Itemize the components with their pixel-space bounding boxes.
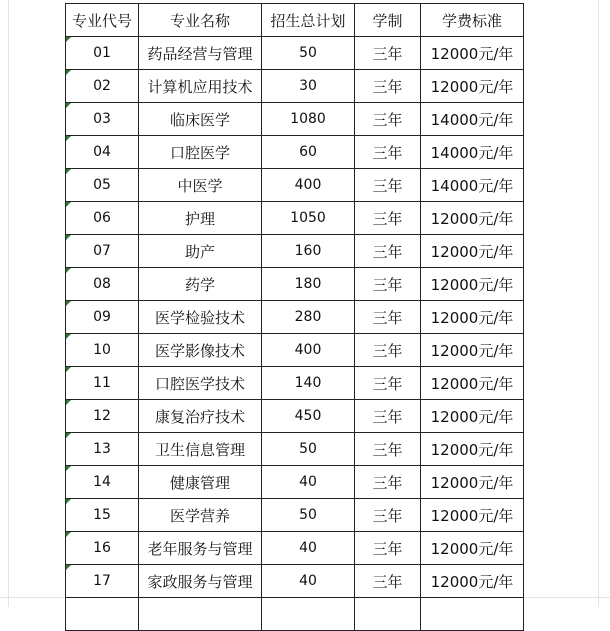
cell-code-text: 15 bbox=[93, 507, 111, 523]
text-number-flag-icon bbox=[66, 235, 71, 240]
cell-tuition[interactable] bbox=[421, 37, 524, 70]
cell-plan[interactable] bbox=[262, 169, 355, 202]
empty-cell[interactable] bbox=[262, 598, 355, 631]
header-tuition[interactable]: 学费标准 bbox=[421, 4, 524, 37]
cell-duration-text: 三年 bbox=[372, 506, 403, 525]
text-number-flag-icon bbox=[66, 136, 71, 141]
table-row bbox=[66, 532, 524, 565]
cell-name[interactable] bbox=[139, 169, 262, 202]
cell-code-text: 12 bbox=[93, 408, 111, 424]
table-row bbox=[66, 235, 524, 268]
text-number-flag-icon bbox=[66, 532, 71, 537]
cell-code[interactable] bbox=[66, 400, 139, 433]
cell-tuition-text: 12000元/年 bbox=[430, 506, 514, 525]
cell-name-text: 老年服务与管理 bbox=[147, 539, 253, 558]
cell-plan[interactable] bbox=[262, 466, 355, 499]
cell-name-text: 医学营养 bbox=[169, 506, 230, 525]
text-number-flag-icon bbox=[66, 433, 71, 438]
cell-plan-text: 40 bbox=[299, 474, 317, 490]
cell-code[interactable] bbox=[66, 367, 139, 400]
cell-tuition-text: 12000元/年 bbox=[430, 77, 514, 96]
cell-duration[interactable] bbox=[355, 70, 421, 103]
cell-name[interactable] bbox=[139, 334, 262, 367]
cell-plan[interactable] bbox=[262, 235, 355, 268]
cell-name[interactable] bbox=[139, 235, 262, 268]
cell-tuition-text: 12000元/年 bbox=[430, 275, 514, 294]
cell-plan[interactable] bbox=[262, 301, 355, 334]
cell-plan-text: 1050 bbox=[290, 210, 326, 226]
cell-tuition[interactable] bbox=[421, 334, 524, 367]
cell-code[interactable] bbox=[66, 466, 139, 499]
cell-code[interactable] bbox=[66, 136, 139, 169]
cell-tuition-text: 12000元/年 bbox=[430, 572, 514, 591]
majors-table bbox=[65, 3, 524, 631]
cell-duration-text: 三年 bbox=[372, 374, 403, 393]
cell-plan[interactable] bbox=[262, 400, 355, 433]
cell-tuition[interactable] bbox=[421, 433, 524, 466]
table-row bbox=[66, 37, 524, 70]
header-plan[interactable]: 招生总计划 bbox=[262, 4, 355, 37]
cell-code-text: 13 bbox=[93, 441, 111, 457]
cell-plan-text: 50 bbox=[299, 507, 317, 523]
cell-name[interactable] bbox=[139, 301, 262, 334]
cell-code-text: 06 bbox=[93, 210, 111, 226]
cell-code[interactable] bbox=[66, 70, 139, 103]
cell-plan[interactable] bbox=[262, 70, 355, 103]
cell-tuition-text: 12000元/年 bbox=[430, 374, 514, 393]
cell-name[interactable] bbox=[139, 202, 262, 235]
cell-plan[interactable] bbox=[262, 37, 355, 70]
table-row bbox=[66, 136, 524, 169]
text-number-flag-icon bbox=[66, 37, 71, 42]
cell-duration-text: 三年 bbox=[372, 473, 403, 492]
table-row bbox=[66, 202, 524, 235]
cell-code-text: 07 bbox=[93, 243, 111, 259]
cell-code[interactable] bbox=[66, 565, 139, 598]
cell-code[interactable] bbox=[66, 532, 139, 565]
table-row bbox=[66, 400, 524, 433]
cell-name[interactable] bbox=[139, 367, 262, 400]
header-duration[interactable]: 学制 bbox=[355, 4, 421, 37]
cell-plan-text: 40 bbox=[299, 540, 317, 556]
cell-code[interactable] bbox=[66, 37, 139, 70]
cell-plan-text: 450 bbox=[294, 408, 322, 424]
cell-plan[interactable] bbox=[262, 499, 355, 532]
cell-plan[interactable] bbox=[262, 565, 355, 598]
header-row bbox=[66, 4, 524, 37]
cell-tuition-text: 12000元/年 bbox=[430, 539, 514, 558]
cell-duration-text: 三年 bbox=[372, 143, 403, 162]
gridline bbox=[598, 0, 599, 607]
cell-name-text: 药品经营与管理 bbox=[147, 44, 253, 63]
cell-code-text: 11 bbox=[93, 375, 111, 391]
cell-duration[interactable] bbox=[355, 499, 421, 532]
text-number-flag-icon bbox=[66, 400, 71, 405]
table-row bbox=[66, 565, 524, 598]
text-number-flag-icon bbox=[66, 367, 71, 372]
cell-tuition[interactable] bbox=[421, 499, 524, 532]
cell-tuition[interactable] bbox=[421, 268, 524, 301]
cell-name-text: 医学影像技术 bbox=[154, 341, 245, 360]
cell-name[interactable] bbox=[139, 268, 262, 301]
cell-duration-text: 三年 bbox=[372, 539, 403, 558]
cell-name-text: 康复治疗技术 bbox=[154, 407, 245, 426]
cell-code[interactable] bbox=[66, 433, 139, 466]
cell-duration-text: 三年 bbox=[372, 341, 403, 360]
text-number-flag-icon bbox=[66, 565, 71, 570]
cell-tuition-text: 12000元/年 bbox=[430, 341, 514, 360]
cell-tuition[interactable] bbox=[421, 136, 524, 169]
text-number-flag-icon bbox=[66, 202, 71, 207]
cell-duration-text: 三年 bbox=[372, 176, 403, 195]
text-number-flag-icon bbox=[66, 70, 71, 75]
text-number-flag-icon bbox=[66, 466, 71, 471]
cell-code-text: 14 bbox=[93, 474, 111, 490]
cell-duration[interactable] bbox=[355, 268, 421, 301]
cell-duration-text: 三年 bbox=[372, 77, 403, 96]
cell-name[interactable] bbox=[139, 136, 262, 169]
cell-tuition[interactable] bbox=[421, 70, 524, 103]
cell-duration-text: 三年 bbox=[372, 407, 403, 426]
cell-duration-text: 三年 bbox=[372, 242, 403, 261]
cell-code[interactable] bbox=[66, 334, 139, 367]
cell-code[interactable] bbox=[66, 103, 139, 136]
cell-tuition[interactable] bbox=[421, 400, 524, 433]
cell-plan[interactable] bbox=[262, 103, 355, 136]
cell-duration[interactable] bbox=[355, 136, 421, 169]
cell-duration[interactable] bbox=[355, 301, 421, 334]
cell-duration[interactable] bbox=[355, 565, 421, 598]
table-row bbox=[66, 466, 524, 499]
empty-cell[interactable] bbox=[355, 598, 421, 631]
cell-tuition[interactable] bbox=[421, 301, 524, 334]
empty-cell[interactable] bbox=[139, 598, 262, 631]
cell-name-text: 计算机应用技术 bbox=[147, 77, 253, 96]
text-number-flag-icon bbox=[66, 268, 71, 273]
cell-tuition[interactable] bbox=[421, 235, 524, 268]
text-number-flag-icon bbox=[66, 301, 71, 306]
cell-duration-text: 三年 bbox=[372, 209, 403, 228]
empty-cell[interactable] bbox=[66, 598, 139, 631]
cell-code[interactable] bbox=[66, 169, 139, 202]
cell-tuition-text: 12000元/年 bbox=[430, 242, 514, 261]
cell-plan[interactable] bbox=[262, 136, 355, 169]
text-number-flag-icon bbox=[66, 103, 71, 108]
cell-plan[interactable] bbox=[262, 532, 355, 565]
cell-name[interactable] bbox=[139, 400, 262, 433]
cell-code-text: 17 bbox=[93, 573, 111, 589]
empty-cell[interactable] bbox=[421, 598, 524, 631]
cell-tuition-text: 12000元/年 bbox=[430, 473, 514, 492]
cell-plan-text: 280 bbox=[294, 309, 322, 325]
cell-name-text: 卫生信息管理 bbox=[154, 440, 245, 459]
cell-name[interactable] bbox=[139, 103, 262, 136]
cell-code-text: 10 bbox=[93, 342, 111, 358]
header-code[interactable]: 专业代号 bbox=[66, 4, 139, 37]
table-row bbox=[66, 169, 524, 202]
table-row bbox=[66, 433, 524, 466]
cell-plan-text: 400 bbox=[294, 177, 322, 193]
cell-code-text: 02 bbox=[93, 78, 111, 94]
cell-tuition[interactable] bbox=[421, 367, 524, 400]
cell-plan[interactable] bbox=[262, 202, 355, 235]
cell-tuition-text: 14000元/年 bbox=[430, 110, 514, 129]
cell-duration-text: 三年 bbox=[372, 440, 403, 459]
cell-code[interactable] bbox=[66, 202, 139, 235]
cell-name-text: 医学检验技术 bbox=[154, 308, 245, 327]
cell-code-text: 09 bbox=[93, 309, 111, 325]
cell-name[interactable] bbox=[139, 433, 262, 466]
cell-name-text: 健康管理 bbox=[169, 473, 230, 492]
cell-name-text: 家政服务与管理 bbox=[147, 572, 253, 591]
cell-duration[interactable] bbox=[355, 202, 421, 235]
cell-code-text: 03 bbox=[93, 111, 111, 127]
cell-tuition-text: 12000元/年 bbox=[430, 209, 514, 228]
cell-tuition-text: 12000元/年 bbox=[430, 308, 514, 327]
cell-name[interactable] bbox=[139, 499, 262, 532]
cell-code-text: 16 bbox=[93, 540, 111, 556]
cell-tuition-text: 12000元/年 bbox=[430, 407, 514, 426]
cell-duration[interactable] bbox=[355, 334, 421, 367]
cell-duration[interactable] bbox=[355, 433, 421, 466]
text-number-flag-icon bbox=[66, 334, 71, 339]
cell-name[interactable] bbox=[139, 532, 262, 565]
cell-plan[interactable] bbox=[262, 334, 355, 367]
cell-plan-text: 400 bbox=[294, 342, 322, 358]
cell-tuition-text: 14000元/年 bbox=[430, 143, 514, 162]
cell-name-text: 药学 bbox=[184, 275, 215, 294]
cell-name-text: 口腔医学技术 bbox=[154, 374, 245, 393]
cell-tuition[interactable] bbox=[421, 202, 524, 235]
cell-duration[interactable] bbox=[355, 532, 421, 565]
cell-code-text: 04 bbox=[93, 144, 111, 160]
cell-tuition[interactable] bbox=[421, 532, 524, 565]
cell-duration[interactable] bbox=[355, 103, 421, 136]
cell-code-text: 08 bbox=[93, 276, 111, 292]
cell-plan-text: 50 bbox=[299, 45, 317, 61]
cell-duration[interactable] bbox=[355, 466, 421, 499]
cell-duration-text: 三年 bbox=[372, 275, 403, 294]
cell-plan-text: 1080 bbox=[290, 111, 326, 127]
cell-plan[interactable] bbox=[262, 367, 355, 400]
gridline bbox=[8, 0, 9, 607]
cell-name-text: 护理 bbox=[184, 209, 215, 228]
header-name[interactable]: 专业名称 bbox=[139, 4, 262, 37]
cell-duration-text: 三年 bbox=[372, 572, 403, 591]
cell-plan[interactable] bbox=[262, 268, 355, 301]
cell-tuition[interactable] bbox=[421, 565, 524, 598]
table-row bbox=[66, 499, 524, 532]
table-row bbox=[66, 70, 524, 103]
table-row bbox=[66, 268, 524, 301]
cell-plan-text: 40 bbox=[299, 573, 317, 589]
cell-plan-text: 60 bbox=[299, 144, 317, 160]
cell-duration[interactable] bbox=[355, 37, 421, 70]
cell-code[interactable] bbox=[66, 301, 139, 334]
cell-duration-text: 三年 bbox=[372, 110, 403, 129]
cell-name[interactable] bbox=[139, 37, 262, 70]
cell-tuition-text: 12000元/年 bbox=[430, 440, 514, 459]
table-row bbox=[66, 334, 524, 367]
cell-name-text: 口腔医学 bbox=[169, 143, 230, 162]
cell-name-text: 临床医学 bbox=[169, 110, 230, 129]
cell-code[interactable] bbox=[66, 499, 139, 532]
cell-name[interactable] bbox=[139, 565, 262, 598]
cell-duration[interactable] bbox=[355, 235, 421, 268]
cell-duration[interactable] bbox=[355, 367, 421, 400]
cell-duration-text: 三年 bbox=[372, 44, 403, 63]
cell-name[interactable] bbox=[139, 466, 262, 499]
cell-plan[interactable] bbox=[262, 433, 355, 466]
cell-name[interactable] bbox=[139, 70, 262, 103]
cell-duration[interactable] bbox=[355, 169, 421, 202]
cell-plan-text: 140 bbox=[294, 375, 322, 391]
cell-plan-text: 160 bbox=[294, 243, 322, 259]
cell-code[interactable] bbox=[66, 268, 139, 301]
cell-tuition[interactable] bbox=[421, 103, 524, 136]
text-number-flag-icon bbox=[66, 169, 71, 174]
table-row bbox=[66, 103, 524, 136]
cell-code[interactable] bbox=[66, 235, 139, 268]
text-number-flag-icon bbox=[66, 499, 71, 504]
cell-tuition[interactable] bbox=[421, 169, 524, 202]
empty-row bbox=[66, 598, 524, 631]
cell-name-text: 助产 bbox=[184, 242, 215, 261]
cell-code-text: 01 bbox=[93, 45, 111, 61]
cell-plan-text: 50 bbox=[299, 441, 317, 457]
cell-tuition-text: 12000元/年 bbox=[430, 44, 514, 63]
cell-tuition[interactable] bbox=[421, 466, 524, 499]
cell-plan-text: 180 bbox=[294, 276, 322, 292]
cell-code-text: 05 bbox=[93, 177, 111, 193]
cell-plan-text: 30 bbox=[299, 78, 317, 94]
cell-tuition-text: 14000元/年 bbox=[430, 176, 514, 195]
cell-duration-text: 三年 bbox=[372, 308, 403, 327]
table-row bbox=[66, 301, 524, 334]
cell-name-text: 中医学 bbox=[177, 176, 223, 195]
table-row bbox=[66, 367, 524, 400]
cell-duration[interactable] bbox=[355, 400, 421, 433]
